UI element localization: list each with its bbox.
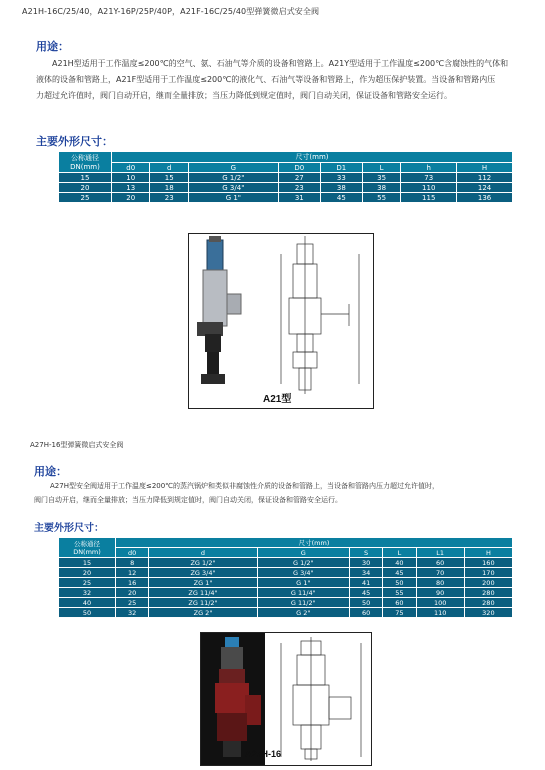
table-corner-cell	[59, 152, 112, 173]
table-cell: 38	[320, 183, 362, 193]
table-cell: 27	[278, 173, 320, 183]
table-cell: 55	[383, 588, 416, 598]
table-cell: 25	[59, 578, 116, 588]
table-cell: 40	[59, 598, 116, 608]
column-header: G	[257, 548, 349, 558]
column-header: d	[149, 548, 257, 558]
table-cell: 32	[116, 608, 149, 618]
table-cell: 136	[457, 193, 513, 203]
table-cell: G 3/4"	[188, 183, 278, 193]
table-cell: 90	[416, 588, 464, 598]
column-header: H	[457, 163, 513, 173]
table-row	[59, 193, 513, 203]
table-cell: 124	[457, 183, 513, 193]
purpose-line: 力超过允许值时，阀门自动开启，继而全量排放；当压力降低到规定值时，阀门自动关闭，保证设备和管路安全运行。	[36, 91, 452, 100]
table-cell: 60	[383, 598, 416, 608]
table-cell: 45	[349, 588, 382, 598]
a27h-valve-illustration	[201, 633, 371, 765]
table-cell: 73	[401, 173, 457, 183]
table-cell: 75	[383, 608, 416, 618]
section2-dims-heading: 主要外形尺寸：	[34, 523, 104, 534]
section2-purpose-heading: 用途：	[34, 465, 67, 478]
table-cell: 34	[349, 568, 382, 578]
table-cell: 35	[362, 173, 400, 183]
table-cell: 10	[112, 173, 150, 183]
table-cell: ZG 1/2"	[149, 558, 257, 568]
table-cell: 100	[416, 598, 464, 608]
table-row	[59, 183, 513, 193]
column-header: L	[362, 163, 400, 173]
section2-dims-table	[58, 537, 513, 618]
section1-purpose-heading: 用途：	[36, 40, 69, 53]
table-cell: G 11/2"	[257, 598, 349, 608]
table-cell: 115	[401, 193, 457, 203]
a27h-image-caption: A27H-16	[245, 749, 282, 759]
table-cell: 320	[464, 608, 512, 618]
table-cell: 45	[383, 568, 416, 578]
table-cell: 25	[116, 598, 149, 608]
column-header: L	[383, 548, 416, 558]
column-header: d0	[116, 548, 149, 558]
table-cell: 70	[416, 568, 464, 578]
table-cell: 8	[116, 558, 149, 568]
column-header: D1	[320, 163, 362, 173]
table-cell: G 1/2"	[257, 558, 349, 568]
table-cell: 31	[278, 193, 320, 203]
table-row	[59, 558, 513, 568]
table-cell: 50	[59, 608, 116, 618]
table-columns-row	[59, 163, 513, 173]
table-cell: 23	[150, 193, 188, 203]
table-cell: 15	[59, 173, 112, 183]
a21-valve-image	[188, 233, 374, 409]
table-cell: 20	[116, 588, 149, 598]
table-cell: G 11/4"	[257, 588, 349, 598]
table-cell: 32	[59, 588, 116, 598]
table-cell: G 1"	[188, 193, 278, 203]
table-cell: 41	[349, 578, 382, 588]
table-row	[59, 578, 513, 588]
table-cell: 280	[464, 598, 512, 608]
column-header: G	[188, 163, 278, 173]
table-cell: 20	[59, 183, 112, 193]
column-header: d	[150, 163, 188, 173]
table-cell: ZG 2"	[149, 608, 257, 618]
purpose-line: A21H型适用于工作温度≤200℃的空气、氨、石油气等介质的设备和管路上。A21Y型适用于工作温度≤200℃含腐蚀性的气体和	[52, 59, 509, 68]
corner-label: DN(mm)	[70, 163, 100, 171]
table-cell: 50	[349, 598, 382, 608]
table-cell: 15	[150, 173, 188, 183]
corner-label: 公称通径	[74, 540, 100, 548]
section1-title: A21H-16C/25/40，A21Y-16P/25P/40P，A21F-16C/25/40型弹簧微启式安全阀	[22, 7, 320, 16]
section1-dims-heading: 主要外形尺寸：	[36, 135, 113, 148]
purpose-line: 阀门自动开启，继而全量排放；当压力降低到规定值时，阀门自动关闭，保证设备和管路安全运行。	[34, 496, 342, 504]
table-cell: G 1/2"	[188, 173, 278, 183]
table-cell: 60	[349, 608, 382, 618]
table-cell: 112	[457, 173, 513, 183]
table-cell: 40	[383, 558, 416, 568]
column-header: D0	[278, 163, 320, 173]
column-header: L1	[416, 548, 464, 558]
table-cell: G 3/4"	[257, 568, 349, 578]
table-cell: 13	[112, 183, 150, 193]
table-cell: ZG 11/4"	[149, 588, 257, 598]
column-header: H	[464, 548, 512, 558]
table-row	[59, 588, 513, 598]
table-cell: 25	[59, 193, 112, 203]
table-row	[59, 568, 513, 578]
table-corner-cell	[59, 538, 116, 558]
table-row	[59, 598, 513, 608]
table-cell: 50	[383, 578, 416, 588]
table-cell: ZG 1"	[149, 578, 257, 588]
table-header-row	[59, 152, 513, 163]
table-row	[59, 173, 513, 183]
a21-valve-illustration	[189, 234, 373, 408]
table-cell: 55	[362, 193, 400, 203]
section2-title: A27H-16型弹簧微启式安全阀	[30, 441, 124, 449]
table-cell: 170	[464, 568, 512, 578]
table-cell: 30	[349, 558, 382, 568]
table-group-label: 尺寸(mm)	[116, 538, 513, 548]
corner-label: 公称通径	[71, 154, 99, 162]
table-columns-row	[59, 548, 513, 558]
table-cell: 110	[401, 183, 457, 193]
column-header: d0	[112, 163, 150, 173]
table-cell: G 2"	[257, 608, 349, 618]
section1-dims-table	[58, 151, 513, 203]
table-cell: ZG 11/2"	[149, 598, 257, 608]
section2-purpose-text	[34, 479, 534, 507]
purpose-line: A27H型安全阀适用于工作温度≤200℃的蒸汽锅炉和类似非腐蚀性介质的设备和管路上，当设备和管路内压力超过允许值时，	[50, 482, 440, 490]
table-cell: 18	[150, 183, 188, 193]
section1-purpose-text	[36, 56, 526, 104]
table-cell: 15	[59, 558, 116, 568]
table-cell: 23	[278, 183, 320, 193]
table-cell: 80	[416, 578, 464, 588]
corner-label: DN(mm)	[73, 548, 101, 556]
table-cell: G 1"	[257, 578, 349, 588]
table-row	[59, 608, 513, 618]
table-group-label: 尺寸(mm)	[112, 152, 513, 163]
purpose-line: 液体的设备和管路上，A21F型适用于工作温度≤200℃的液化气、石油气等设备和管路上，作为超压保护装置。当设备和管路内压	[36, 75, 496, 84]
table-cell: 16	[116, 578, 149, 588]
table-cell: 60	[416, 558, 464, 568]
table-cell: ZG 3/4"	[149, 568, 257, 578]
a27h-valve-image	[200, 632, 372, 766]
table-cell: 45	[320, 193, 362, 203]
column-header: h	[401, 163, 457, 173]
table-cell: 33	[320, 173, 362, 183]
table-cell: 20	[112, 193, 150, 203]
table-header-row	[59, 538, 513, 548]
table-cell: 160	[464, 558, 512, 568]
table-cell: 38	[362, 183, 400, 193]
table-cell: 200	[464, 578, 512, 588]
a21-image-caption: A21型	[263, 394, 292, 405]
table-cell: 280	[464, 588, 512, 598]
column-header: S	[349, 548, 382, 558]
table-cell: 12	[116, 568, 149, 578]
table-cell: 20	[59, 568, 116, 578]
table-cell: 110	[416, 608, 464, 618]
